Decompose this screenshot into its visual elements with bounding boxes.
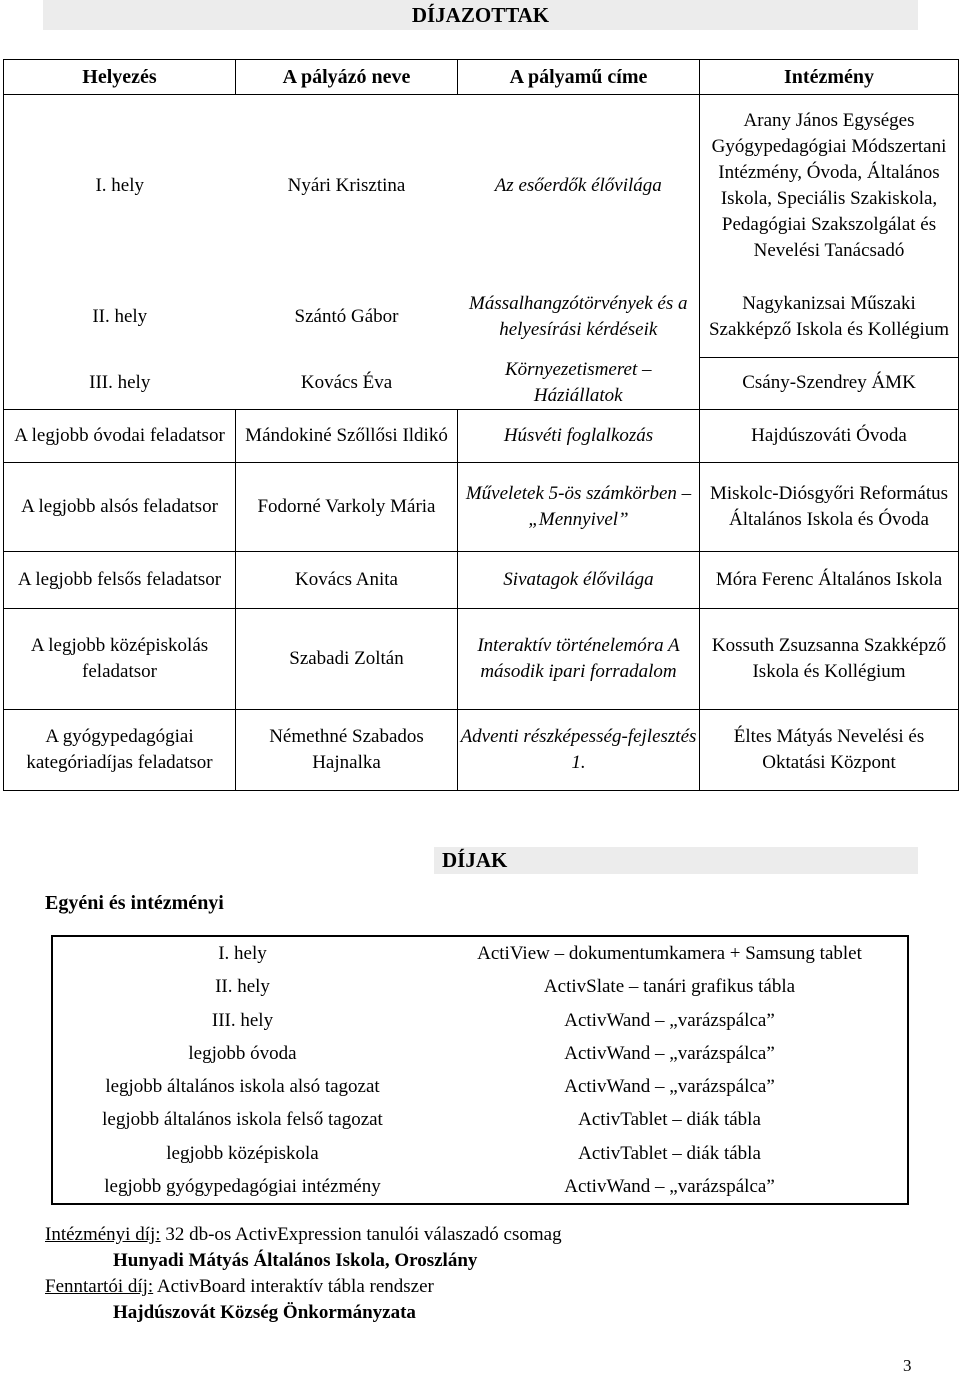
- table-row: [52, 1070, 908, 1103]
- prize-item: ActivWand – „varázspálca”: [564, 1009, 775, 1031]
- row-place: I. hely: [4, 95, 236, 278]
- row-institution: Csány-Szendrey ÁMK: [700, 357, 959, 410]
- row-place: A legjobb felsős feladatsor: [4, 552, 236, 609]
- row-name: Szántó Gábor: [294, 306, 399, 327]
- row-institution: Móra Ferenc Általános Iskola: [700, 552, 959, 609]
- prize-item: ActivSlate – tanári grafikus tábla: [543, 976, 796, 998]
- page-title: DÍJAZOTTAK: [43, 0, 918, 30]
- individual-label: Egyéni és intézményi: [45, 892, 224, 914]
- row-place: A gyógypedagógiai kategóriadíjas feladatsor: [4, 710, 236, 791]
- row-place: A legjobb alsós feladatsor: [4, 463, 236, 552]
- prize-place: legjobb gyógypedagógiai intézmény: [104, 1176, 381, 1198]
- prizes-table: [51, 935, 909, 1205]
- row-work: Műveletek 5-ös számkörben – „Mennyivel”: [458, 463, 700, 552]
- table-header-row: [4, 60, 959, 95]
- prize-place: II. hely: [215, 976, 270, 998]
- row-work: Környezetismeret – Háziállatok: [458, 357, 700, 410]
- table-row: [4, 357, 959, 410]
- table-row: [4, 609, 959, 710]
- header-institution: Intézmény: [700, 60, 959, 95]
- row-work: Mássalhangzótörvények és a helyesírási kérdéseik: [458, 277, 700, 357]
- row-institution: Éltes Mátyás Nevelési és Oktatási Központ: [700, 710, 959, 791]
- institutional-prize-winner: Hunyadi Mátyás Általános Iskola, Oroszlány: [113, 1250, 478, 1271]
- row-name: Nyári Krisztina: [236, 95, 458, 278]
- row-institution: Kossuth Zsuzsanna Szakképző Iskola és Kollégium: [700, 609, 959, 710]
- institutional-prize-line: [45, 1224, 562, 1246]
- table-row: [4, 552, 959, 609]
- owner-prize-winner: Hajdúszovát Község Önkormányzata: [113, 1302, 416, 1323]
- row-name: Szabadi Zoltán: [236, 609, 458, 710]
- page-number: 3: [903, 1356, 912, 1375]
- prize-place: I. hely: [218, 943, 267, 964]
- row-name: Némethné Szabados Hajnalka: [236, 710, 458, 791]
- table-row: [52, 1004, 908, 1037]
- institutional-prize-label: Intézményi díj:: [45, 1224, 161, 1245]
- row-name: Mándokiné Szőllősi Ildikó: [236, 410, 458, 463]
- prize-item: ActivTablet – diák tábla: [578, 1142, 761, 1164]
- prize-item: ActivWand – „varázspálca”: [564, 1042, 775, 1064]
- institutional-prize-text: 32 db-os ActivExpression tanulói válaszadó csomag: [160, 1224, 562, 1245]
- row-place: II. hely: [4, 277, 236, 357]
- header-name: A pályázó neve: [236, 60, 458, 95]
- row-name: Kovács Anita: [236, 552, 458, 609]
- table-row: [4, 710, 959, 791]
- row-place: A legjobb óvodai feladatsor: [4, 410, 236, 463]
- row-institution: Arany János Egységes Gyógypedagógiai Módszertani Intézmény, Óvoda, Általános Iskola, Speciális Szakiskola, Pedagógiai Szakszolgálat és Nevelési Tanácsadó: [700, 95, 959, 278]
- row-work: Húsvéti foglalkozás: [458, 410, 700, 463]
- owner-prize-line: [45, 1276, 434, 1298]
- header-work: A pályamű címe: [458, 60, 700, 95]
- table-row: [52, 936, 908, 970]
- row-place: A legjobb középiskolás feladatsor: [4, 609, 236, 710]
- table-row: [4, 410, 959, 463]
- row-name: Kovács Éva: [236, 357, 458, 410]
- row-work: Interaktív történelemóra A második ipari forradalom: [458, 609, 700, 710]
- table-row: [52, 1170, 908, 1204]
- row-work: Az esőerdők élővilága: [458, 95, 700, 278]
- awardees-table: [3, 59, 959, 791]
- prize-place: legjobb általános iskola felső tagozat: [102, 1109, 383, 1131]
- prize-place: legjobb általános iskola alsó tagozat: [105, 1076, 380, 1098]
- prize-item: ActivTablet – diák tábla: [578, 1109, 761, 1131]
- row-name: Fodorné Varkoly Mária: [236, 463, 458, 552]
- row-work: Sivatagok élővilága: [458, 552, 700, 609]
- prizes-title: DÍJAK: [442, 848, 508, 872]
- prize-place: legjobb óvoda: [188, 1042, 297, 1064]
- row-place: III. hely: [4, 357, 236, 410]
- table-row: [52, 1037, 908, 1070]
- row-institution: Miskolc-Diósgyőri Református Általános Iskola és Óvoda: [700, 463, 959, 552]
- table-row: [52, 1137, 908, 1170]
- table-row: [4, 463, 959, 552]
- header-place: Helyezés: [4, 60, 236, 95]
- prize-item: ActiView – dokumentumkamera + Samsung tablet: [477, 943, 862, 964]
- owner-prize-text: ActivBoard interaktív tábla rendszer: [153, 1276, 434, 1297]
- prize-item: ActivWand – „varázspálca”: [564, 1176, 775, 1198]
- table-row: [4, 277, 959, 357]
- table-row: [4, 95, 959, 278]
- table-row: [52, 970, 908, 1003]
- row-institution: Nagykanizsai Műszaki Szakképző Iskola és Kollégium: [700, 277, 959, 357]
- prize-place: legjobb középiskola: [166, 1142, 319, 1164]
- prize-item: ActivWand – „varázspálca”: [564, 1076, 775, 1098]
- prizes-title-band: [434, 847, 918, 874]
- table-row: [52, 1103, 908, 1136]
- row-work: Adventi részképesség-fejlesztés 1.: [458, 710, 700, 791]
- prize-place: III. hely: [211, 1009, 274, 1031]
- owner-prize-label: Fenntartói díj:: [45, 1276, 154, 1297]
- row-institution: Hajdúszováti Óvoda: [700, 410, 959, 463]
